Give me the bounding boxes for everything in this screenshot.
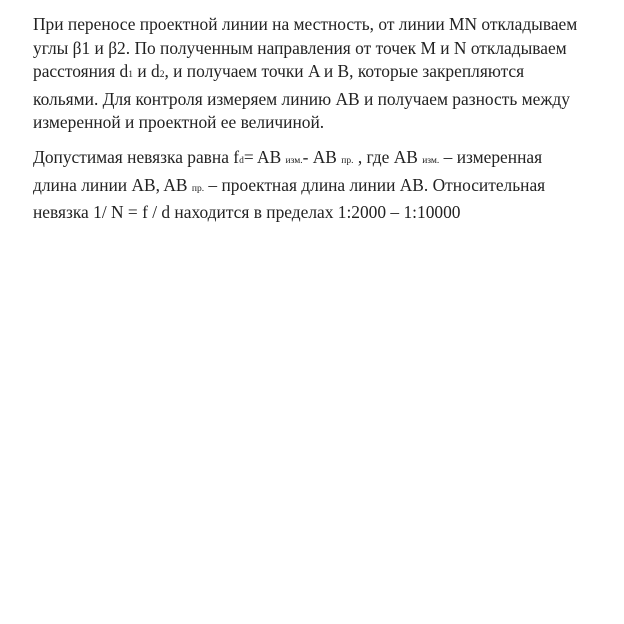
subscript: d	[239, 156, 244, 166]
paragraph-tolerance	[33, 146, 545, 225]
text-fragment: и d	[133, 61, 160, 81]
text-fragment: Допустимая невязка равна f	[33, 147, 240, 167]
text-fragment: длина линии AB, AB	[33, 174, 192, 195]
subscript: пр.	[341, 156, 354, 166]
subscript: пр.	[191, 183, 205, 194]
subscript: изм.	[422, 156, 440, 166]
text-line: углы β1 и β2. По полученным направления от точек M и N откладываем	[33, 37, 567, 58]
text-line: кольями. Для контроля измеряем линию AB и получаем разность между	[33, 88, 570, 109]
subscript: 2	[159, 70, 165, 80]
text-line	[33, 174, 545, 202]
subscript: изм.	[285, 156, 303, 166]
text-line: измеренной и проектной ее величиной.	[33, 112, 325, 132]
text-line: При переносе проектной линии на местность, от линии MN откладываем	[33, 14, 578, 34]
text-fragment: , где AB	[353, 147, 423, 167]
text-line	[33, 60, 577, 88]
text-fragment: расстояния d	[33, 61, 129, 81]
text-fragment: - AB	[302, 147, 342, 167]
text-line	[33, 146, 545, 174]
text-line: невязка 1/ N = f / d находится в пределах 1:2000 – 1:10000	[33, 202, 461, 222]
text-fragment: – проектная длина линии AB. Относительная	[204, 174, 546, 195]
subscript: 1	[128, 70, 133, 80]
paragraph-transfer-procedure	[33, 13, 577, 135]
text-fragment: , и получаем точки A и B, которые закрепляются	[164, 61, 525, 81]
text-fragment: – измеренная	[439, 147, 543, 167]
text-fragment: = AB	[243, 147, 286, 167]
